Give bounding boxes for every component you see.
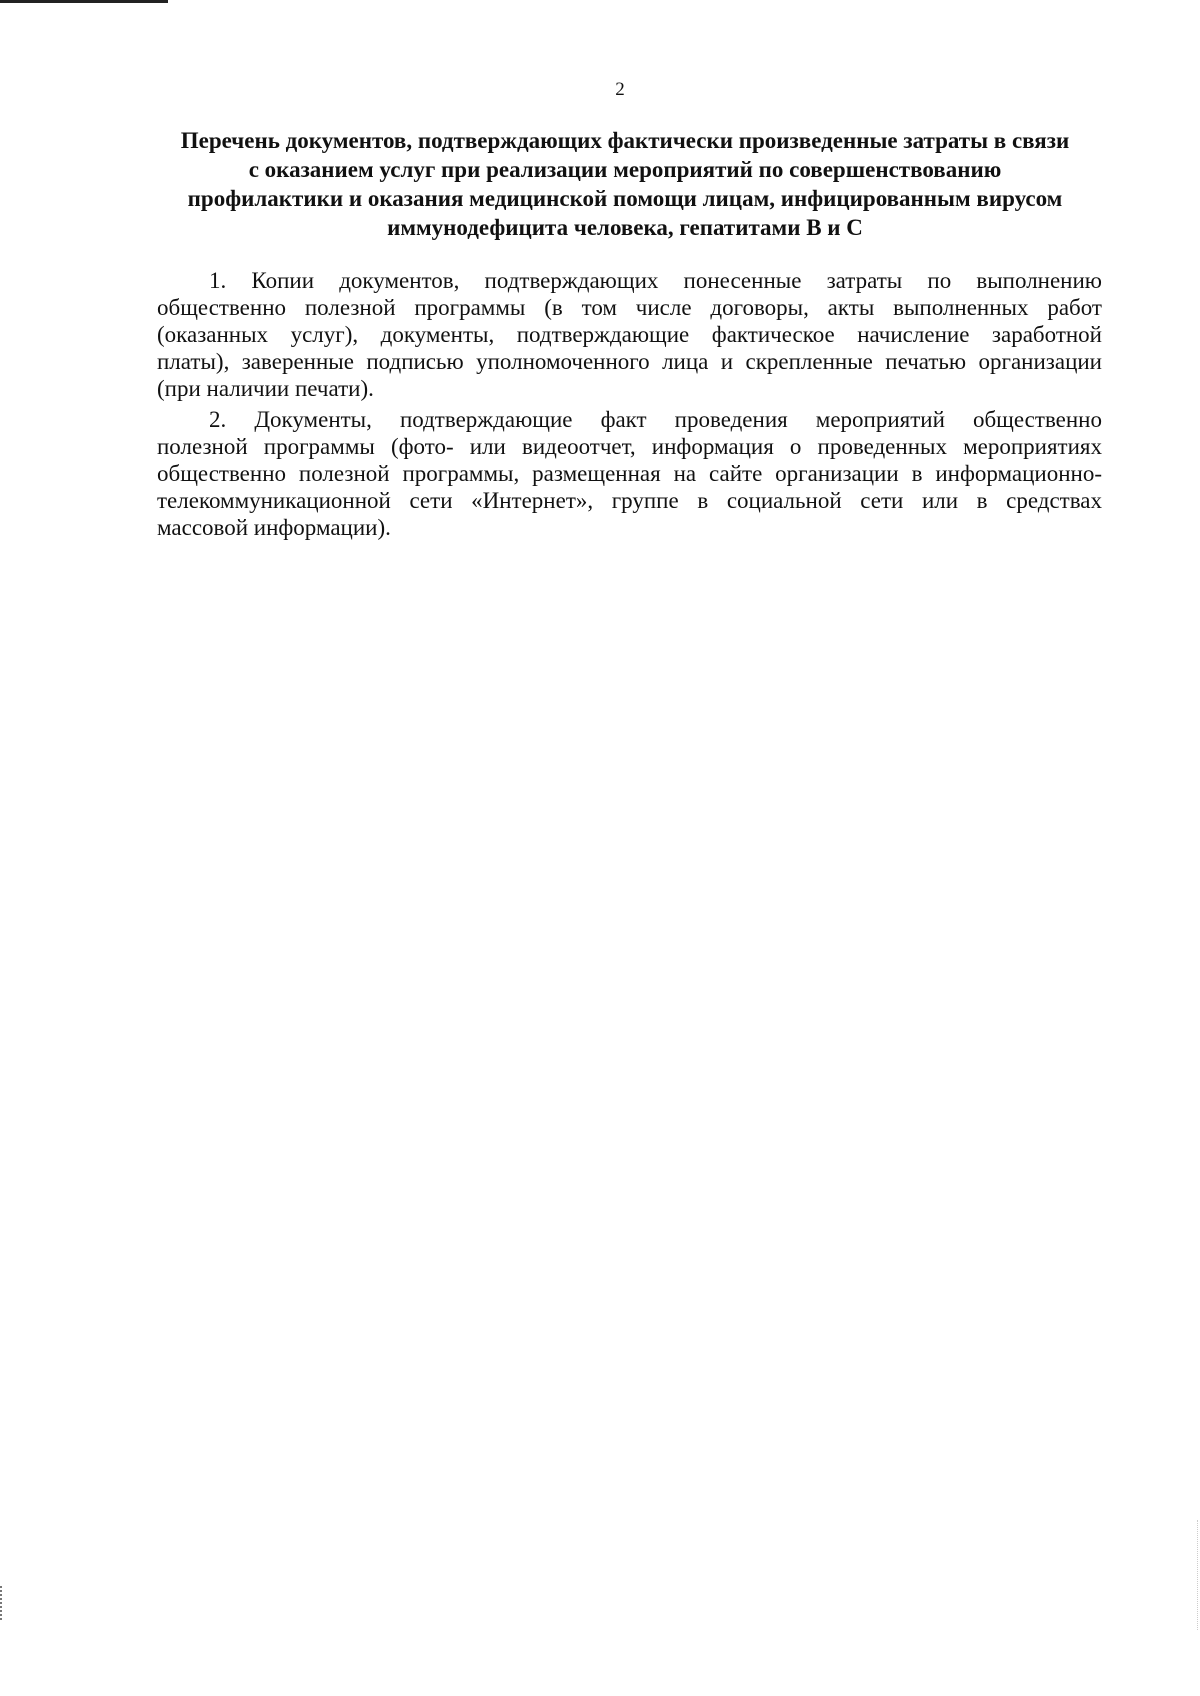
paragraph-line: (при наличии печати).	[157, 376, 374, 401]
page-number: 2	[615, 79, 625, 100]
paragraph-line: платы), заверенные подписью уполномоченного лица и скрепленные печатью организации	[157, 349, 1102, 374]
paragraph-line: телекоммуникационной сети «Интернет», группе в социальной сети или в средствах	[157, 488, 1102, 513]
paragraph-line: 1. Копии документов, подтверждающих понесенные затраты по выполнению	[209, 268, 1102, 293]
title-line: с оказанием услуг при реализации мероприятий по совершенствованию	[248, 157, 1002, 182]
title-line: профилактики и оказания медицинской помощи лицам, инфицированным вирусом	[187, 186, 1063, 211]
paragraph-line: полезной программы (фото- или видеоотчет, информация о проведенных мероприятиях	[157, 434, 1102, 459]
paragraph-line: общественно полезной программы, размещенная на сайте организации в информационно-	[157, 461, 1102, 486]
paragraph-line: массовой информации).	[157, 515, 391, 540]
title-line: Перечень документов, подтверждающих фактически произведенные затраты в связи	[180, 128, 1070, 153]
document-body	[157, 267, 1102, 545]
paragraph-2	[157, 406, 1102, 541]
paragraph-line: 2. Документы, подтверждающие факт проведения мероприятий общественно	[209, 407, 1102, 432]
paragraph-line: общественно полезной программы (в том числе договоры, акты выполненных работ	[157, 295, 1102, 320]
document-title	[150, 126, 1100, 242]
title-line: иммунодефицита человека, гепатитами В и С	[387, 215, 863, 240]
scan-top-rule	[0, 0, 168, 3]
paragraph-line: (оказанных услуг), документы, подтверждающие фактическое начисление заработной	[157, 322, 1102, 347]
scan-edge-marks	[0, 1586, 5, 1620]
paragraph-1	[157, 267, 1102, 402]
scan-right-edge-marks	[1195, 1520, 1198, 1630]
